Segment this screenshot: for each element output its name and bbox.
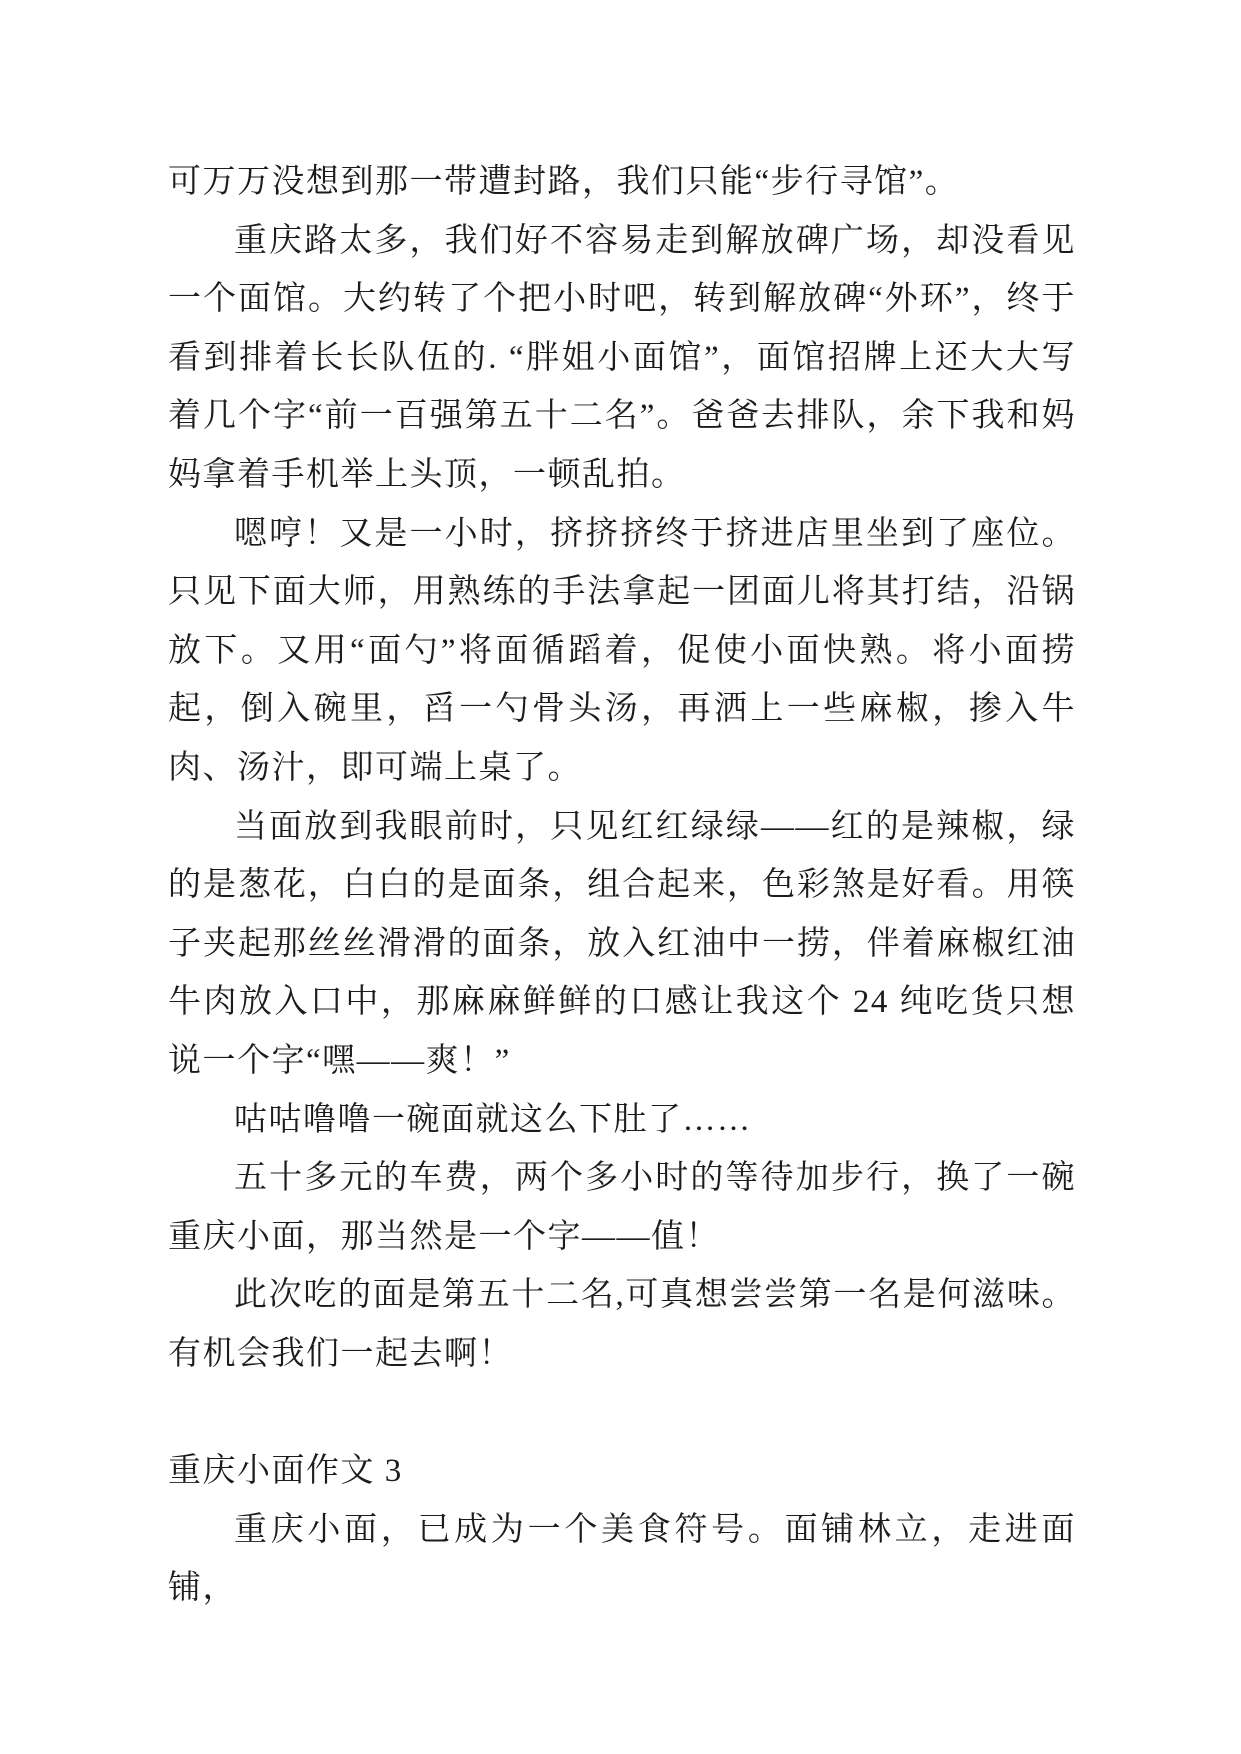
- paragraph: 五十多元的车费，两个多小时的等待加步行，换了一碗重庆小面，那当然是一个字——值！: [168, 1160, 1076, 1255]
- paragraph: 重庆路太多，我们好不容易走到解放碑广场，却没看见一个面馆。大约转了个把小时吧，转到解放碑“外环”，终于看到排着长长队伍的. “胖姐小面馆”，面馆招牌上还大大写着几个字“前一百强第五十二名”。爸爸去排队，余下我和妈妈拿着手机举上头顶，一顿乱拍。: [168, 222, 1076, 493]
- essay-body: [168, 153, 1076, 1618]
- paragraph: 当面放到我眼前时，只见红红绿绿——红的是辣椒，绿的是葱花，白白的是面条，组合起来，色彩煞是好看。用筷子夹起那丝丝滑滑的面条，放入红油中一捞，伴着麻椒红油牛肉放入口中，那麻麻鲜鲜的口感让我这个 24 纯吃货只想说一个字“嘿——爽！”: [168, 808, 1077, 1079]
- paragraph: 重庆小面，已成为一个美食符号。面铺林立，走进面铺，: [168, 1511, 1076, 1607]
- section-heading: 重庆小面作文 3: [168, 1453, 403, 1490]
- paragraph: 嗯哼！又是一小时，挤挤挤终于挤进店里坐到了座位。只见下面大师，用熟练的手法拿起一团面儿将其打结，沿锅放下。又用“面勺”将面循蹈着，促使小面快熟。将小面捞起，倒入碗里，舀一勺骨头汤，再洒上一些麻椒，掺入牛肉、汤汁，即可端上桌了。: [168, 515, 1076, 786]
- paragraph: 此次吃的面是第五十二名,可真想尝尝第一名是何滋味。有机会我们一起去啊！: [168, 1277, 1076, 1372]
- paragraph: 咕咕噜噜一碗面就这么下肚了……: [234, 1101, 752, 1138]
- paragraph: 可万万没想到那一带遭封路，我们只能“步行寻馆”。: [168, 164, 960, 200]
